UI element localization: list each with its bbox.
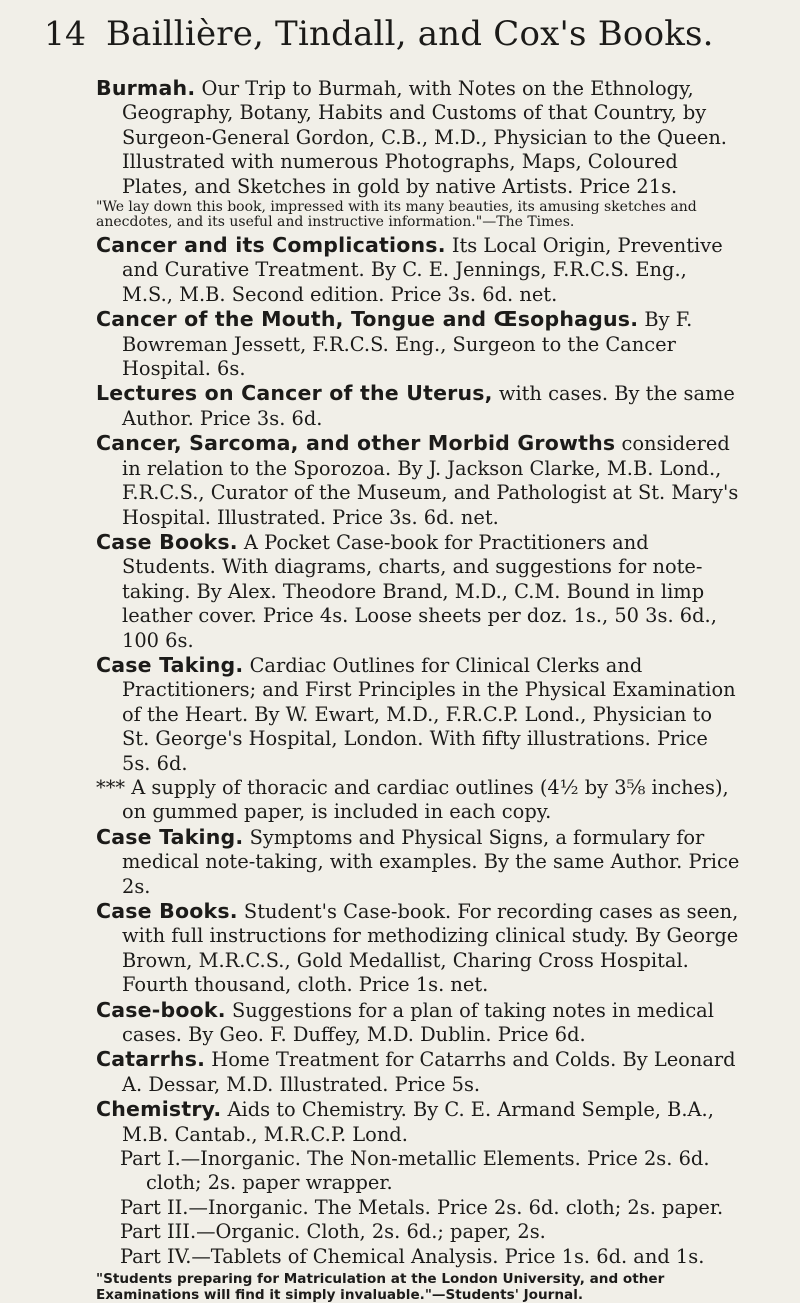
entry-text: Suggestions for a plan of taking notes in medical cases. By Geo. F. Duffey, M.D. Dublin. Price 6d. — [122, 998, 714, 1047]
press-notice: "Students preparing for Matriculation at the London University, and other Examinations will find it simply invaluable."—Students' Journal. — [96, 1271, 665, 1303]
entry-heading: Case Taking. — [96, 652, 244, 677]
catalogue-entries — [96, 76, 740, 1303]
entry-case-books-brand — [96, 530, 740, 653]
entry-heading: Cancer and its Complications. — [96, 233, 446, 258]
chemistry-part-4: Part IV.—Tablets of Chemical Analysis. Price 1s. 6d. and 1s. — [120, 1244, 705, 1268]
page-number: 14 — [44, 14, 86, 53]
entry-heading: Case Books. — [96, 899, 238, 923]
entry-heading: Catarrhs. — [96, 1047, 206, 1072]
press-notice: "We lay down this book, impressed with its many beauties, its amusing sketches and anecdotes, and its useful and instructive information."—The Times. — [96, 199, 697, 231]
entry-text: Its Local Origin, Preventive and Curative Treatment. By C. E. Jennings, F.R.C.S. Eng., M.S., M.B. Second edition. Price 3s. 6d. net. — [122, 234, 723, 306]
entry-text: A Pocket Case-book for Practitioners and Students. With diagrams, charts, and suggestions for note-taking. By Alex. Theodore Brand, M.D., C.M. Bound in limp leather cover. Price 4s. Loose sheets per doz. 1s., 50 3s. 6d., 100 6s. — [122, 530, 717, 652]
entry-heading: Case Taking. — [96, 824, 244, 849]
entry-cancer-complications — [96, 233, 740, 307]
entry-heading: Lectures on Cancer of the Uterus, — [96, 381, 493, 406]
entry-case-taking-formulary — [96, 825, 740, 899]
page-header — [44, 14, 740, 60]
entry-chemistry — [96, 1097, 740, 1147]
chemistry-part-2: Part II.—Inorganic. The Metals. Price 2s. 6d. cloth; 2s. paper. — [120, 1195, 724, 1219]
chemistry-part-1: Part I.—Inorganic. The Non-metallic Elements. Price 2s. 6d. cloth; 2s. paper wrapper. — [120, 1147, 710, 1195]
entry-heading: Chemistry. — [96, 1097, 222, 1122]
entry-text: Aids to Chemistry. By C. E. Armand Semple, B.A., M.B. Cantab., M.R.C.P. Lond. — [122, 1098, 714, 1146]
entry-case-taking-ewart — [96, 653, 740, 776]
entry-text: Home Treatment for Catarrhs and Colds. By Leonard A. Dessar, M.D. Illustrated. Price 5s. — [122, 1048, 736, 1096]
entry-case-book-duffey — [96, 998, 740, 1048]
entry-text: Cardiac Outlines for Clinical Clerks and Practitioners; and First Principles in the Physical Examination of the Heart. By W. Ewart, M.D., F.R.C.P. Lond., Physician to St. George's Hospital, London. With fifty illustrations. Price 5s. 6d. — [122, 653, 736, 775]
entry-cancer-mouth — [96, 307, 740, 381]
entry-lectures-uterus — [96, 381, 740, 431]
entry-heading: Case-book. — [96, 997, 226, 1022]
entry-heading: Cancer of the Mouth, Tongue and Œsophagus. — [96, 307, 639, 332]
entry-supplement-note — [96, 776, 740, 825]
entry-text: Our Trip to Burmah, with Notes on the Ethnology, Geography, Botany, Habits and Customs of that Country, by Surgeon-General Gordon, C.B., M.D., Physician to the Queen. Illustrated with numerous Photographs, Maps, Coloured Plates, and Sketches in gold by native Artists. Price 21s. — [122, 77, 727, 198]
entry-text: Symptoms and Physical Signs, a formulary for medical note-taking, with examples. By the same Author. Price 2s. — [122, 825, 740, 898]
entry-text: *** A supply of thoracic and cardiac outlines (4½ by 3⅝ inches), on gummed paper, is included in each copy. — [96, 775, 729, 824]
entry-heading: Case Books. — [96, 529, 238, 554]
entry-text: By F. Bowreman Jessett, F.R.C.S. Eng., Surgeon to the Cancer Hospital. 6s. — [122, 308, 693, 381]
entry-case-books-brown — [96, 899, 740, 998]
entry-text: considered in relation to the Sporozoa. By J. Jackson Clarke, M.B. Lond., F.R.C.S., Curator of the Museum, and Pathologist at St. Mary's Hospital. Illustrated. Price 3s. 6d. net. — [122, 432, 739, 529]
entry-text: with cases. By the same Author. Price 3s. 6d. — [122, 382, 735, 430]
entry-burmah — [96, 76, 740, 199]
entry-cancer-sarcoma — [96, 431, 740, 530]
chemistry-part-3: Part III.—Organic. Cloth, 2s. 6d.; paper, 2s. — [120, 1220, 546, 1244]
entry-heading: Burmah. — [96, 76, 196, 100]
running-title: Baillière, Tindall, and Cox's Books. — [106, 14, 714, 54]
entry-catarrhs — [96, 1047, 740, 1097]
entry-text: Student's Case-book. For recording cases as seen, with full instructions for methodizing clinical study. By George Brown, M.R.C.S., Gold Medallist, Charing Cross Hospital. Fourth thousand, cloth. Price 1s. net. — [122, 900, 739, 997]
entry-heading: Cancer, Sarcoma, and other Morbid Growths — [96, 431, 616, 456]
